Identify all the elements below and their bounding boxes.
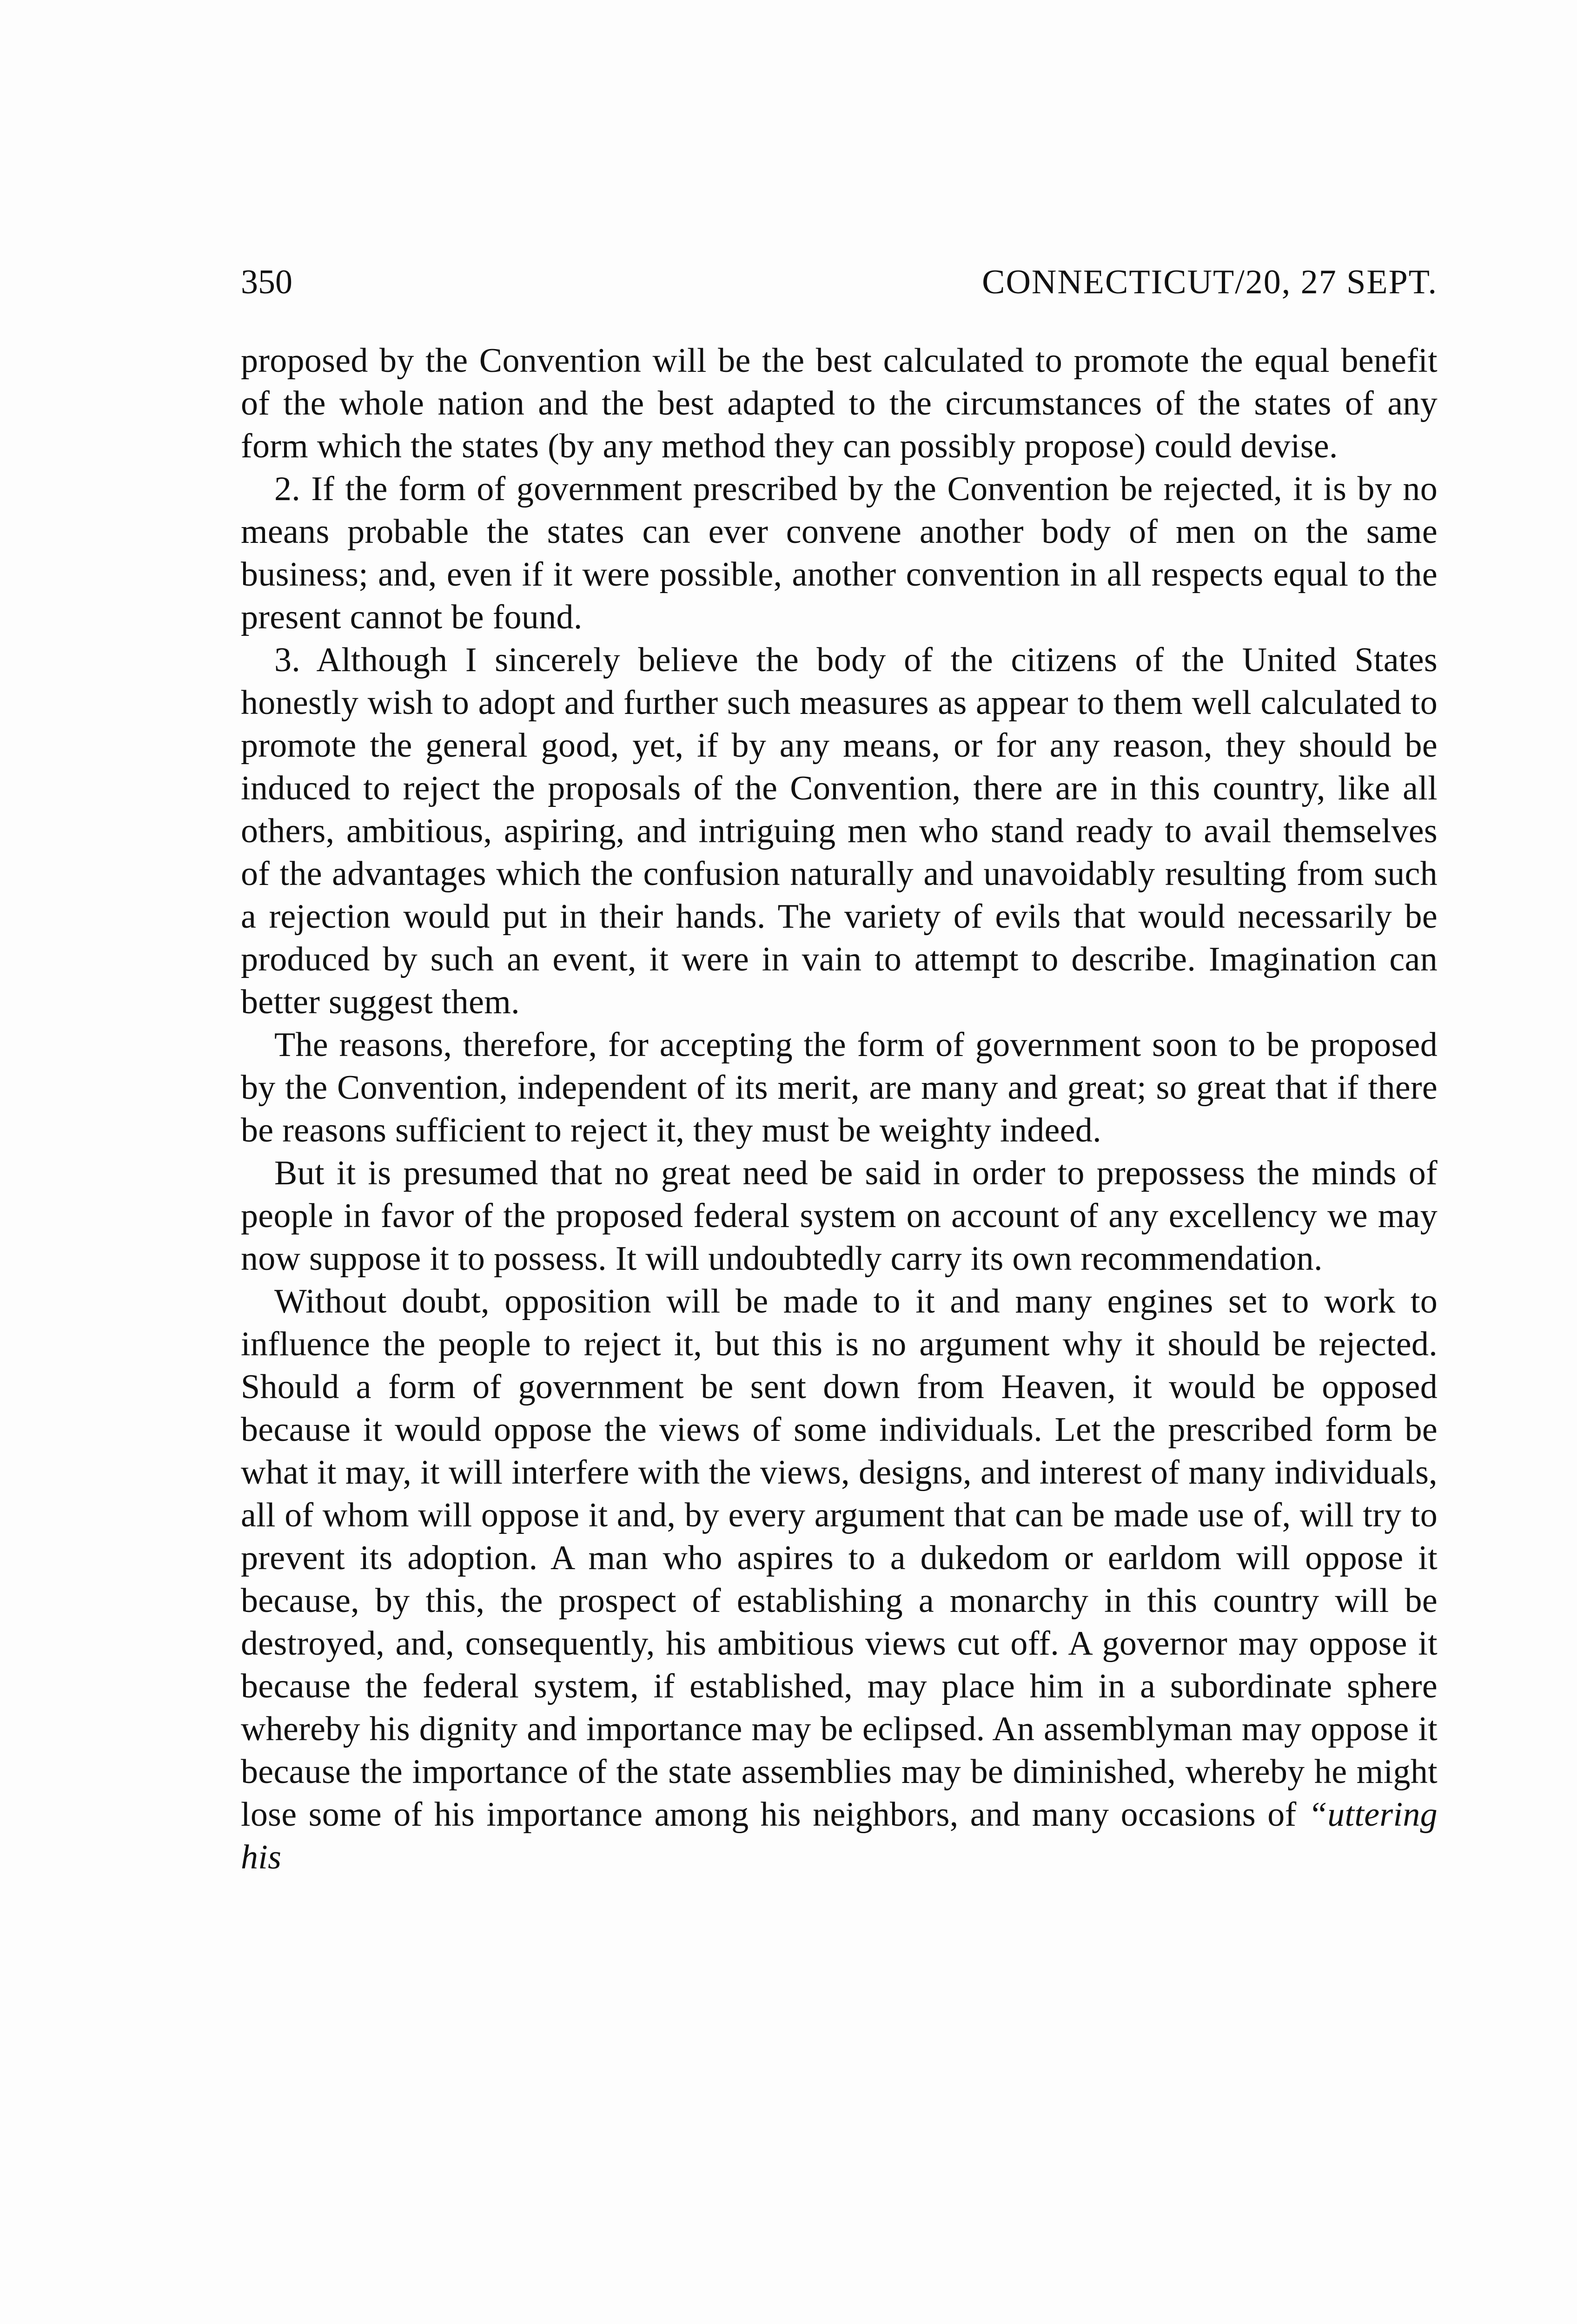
body-text [241, 339, 1438, 1879]
page-header [241, 265, 1438, 299]
italic-quote: “uttering his [241, 1796, 1438, 1876]
paragraph-text: Without doubt, opposition will be made to it and many engines set to work to influence the people to reject it, but this is no argument why it should be rejected. Should a form of government be sent down from Heaven, it would be opposed because it would oppose the views of some individuals. Let the prescribed form be what it may, it will interfere with the views, designs, and interest of many individuals, all of whom will oppose it and, by every argument that can be made use of, will try to prevent its adoption. A man who aspires to a dukedom or earldom will oppose it because, by this, the prospect of establishing a monarchy in this country will be destroyed, and, consequently, his ambitious views cut off. A governor may oppose it because the federal system, if established, may place him in a subordinate sphere whereby his dignity and importance may be eclipsed. An assemblyman may oppose it because the importance of the state assemblies may be diminished, whereby he might lose some of his importance among his neighbors, and many occasions of [241, 1282, 1438, 1834]
page-number: 350 [241, 263, 292, 301]
paragraph: 3. Although I sincerely believe the body of the citizens of the United States honestly wish to adopt and further such measures as appear to them well calculated to promote the general good, yet, if by any means, or for any reason, they should be induced to reject the proposals of the Convention, there are in this country, like all others, ambitious, aspiring, and intriguing men who stand ready to avail themselves of the advantages which the confusion naturally and unavoidably resulting from such a rejection would put in their hands. The variety of evils that would necessarily be produced by such an event, it were in vain to attempt to describe. Imagination can better suggest them. [241, 641, 1438, 1021]
paragraph: proposed by the Convention will be the best calculated to promote the equal benefit of the whole nation and the best adapted to the circumstances of the states of any form which the states (by any method they can possibly propose) could devise. [241, 342, 1438, 465]
paragraph: The reasons, therefore, for accepting the form of government soon to be proposed by the Convention, independent of its merit, are many and great; so great that if there be reasons sufficient to reject it, they must be weighty indeed. [241, 1026, 1438, 1149]
running-head: CONNECTICUT/20, 27 SEPT. [982, 263, 1438, 301]
paragraph-last [241, 1280, 1438, 1879]
paragraph: 2. If the form of government prescribed by the Convention be rejected, it is by no means probable the states can ever convene another body of men on the same business; and, even if it were possible, another convention in all respects equal to the present cannot be found. [241, 470, 1438, 636]
paragraph: But it is presumed that no great need be said in order to prepossess the minds of people in favor of the proposed federal system on account of any excellency we may now suppose it to possess. It will undoubtedly carry its own recommendation. [241, 1154, 1438, 1278]
page [241, 265, 1438, 1879]
